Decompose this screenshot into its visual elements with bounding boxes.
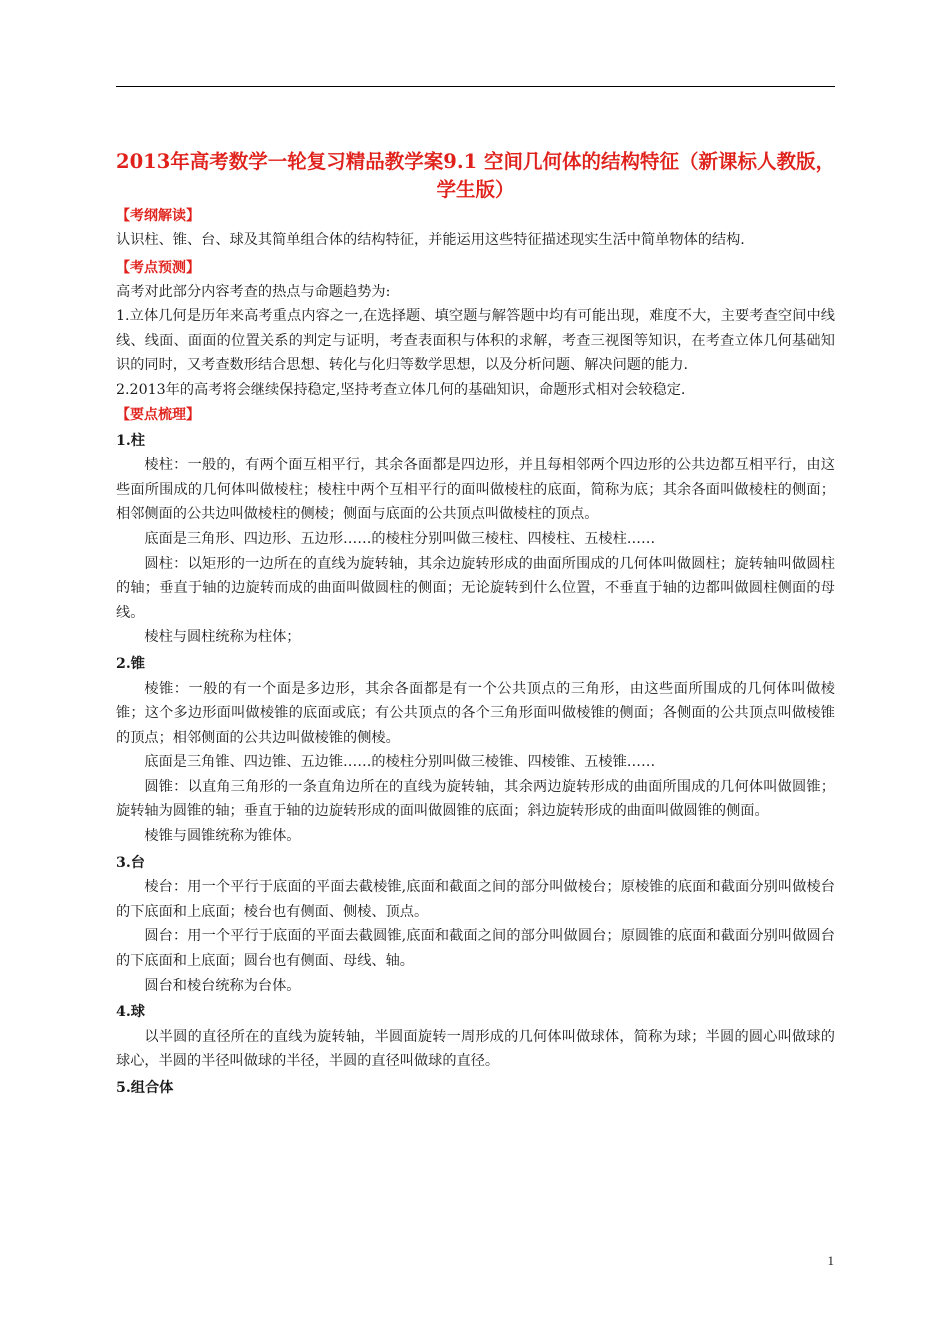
forecast-intro: 高考对此部分内容考查的热点与命题趋势为: (116, 283, 391, 300)
outline-text: 认识柱、锥、台、球及其简单组合体的结构特征，并能运用这些特征描述现实生活中简单物体的结构. (116, 232, 745, 248)
section-heading-forecast: 【考点预测】 (116, 259, 200, 276)
frustum-paragraph-1: 棱台：用一个平行于底面的平面去截棱锥,底面和截面之间的部分叫做棱台；原棱锥的底面和截面分别叫做棱台的下底面和上底面；棱台也有侧面、侧棱、顶点。 (116, 879, 835, 920)
forecast-point-1: 1.立体几何是历年来高考重点内容之一,在选择题、填空题与解答题中均有可能出现，难度不大，主要考查空间中线线、线面、面面的位置关系的判定与证明，考查表面积与体积的求解，考查三视图等知识，在考查立体几何基础知识的同时，又考查数形结合思想、转化与化归等数学思想，以及分析问题、解决问题的能力. (116, 308, 835, 374)
sphere-paragraph-1: 以半圆的直径所在的直线为旋转轴，半圆面旋转一周形成的几何体叫做球体，简称为球；半圆的圆心叫做球的球心，半圆的半径叫做球的半径，半圆的直径叫做球的直径。 (116, 1028, 835, 1070)
prism-paragraph-4: 棱柱与圆柱统称为柱体； (144, 629, 301, 646)
subheading-sphere: 4.球 (116, 1004, 145, 1021)
subheading-combination: 5.组合体 (116, 1080, 174, 1096)
subheading-prism: 1.柱 (116, 432, 145, 449)
prism-paragraph-1: 棱柱：一般的，有两个面互相平行，其余各面都是四边形，并且每相邻两个四边形的公共边都互相平行，由这些面所围成的几何体叫做棱柱；棱柱中两个互相平行的面叫做棱柱的底面，简称为底；其余各面叫做棱柱的侧面；相邻侧面的公共边叫做棱柱的侧棱；侧面与底面的公共顶点叫做棱柱的顶点。 (116, 457, 835, 523)
page-number: 1 (827, 1253, 834, 1268)
section-heading-outline: 【考纲解读】 (116, 208, 200, 224)
pyramid-paragraph-1: 棱锥：一般的有一个面是多边形，其余各面都是有一个公共顶点的三角形，由这些面所围成的几何体叫做棱锥；这个多边形面叫做棱锥的底面或底；有公共顶点的各个三角形面叫做棱锥的侧面；各侧面的公共顶点叫做棱锥的顶点；相邻侧面的公共边叫做棱锥的侧棱。 (116, 680, 835, 746)
prism-paragraph-2: 底面是三角形、四边形、五边形……的棱柱分别叫做三棱柱、四棱柱、五棱柱…… (144, 530, 656, 547)
pyramid-paragraph-2: 底面是三角锥、四边锥、五边锥……的棱柱分别叫做三棱锥、四棱锥、五棱锥…… (144, 754, 656, 771)
prism-paragraph-3: 圆柱：以矩形的一边所在的直线为旋转轴，其余边旋转形成的曲面所围成的几何体叫做圆柱；旋转轴叫做圆柱的轴；垂直于轴的边旋转而成的曲面叫做圆柱的侧面；无论旋转到什么位置，不垂直于轴的边都叫做圆柱侧面的母线。 (116, 555, 835, 621)
frustum-paragraph-2: 圆台：用一个平行于底面的平面去截圆锥,底面和截面之间的部分叫做圆台；原圆锥的底面和截面分别叫做圆台的下底面和上底面；圆台也有侧面、母线、轴。 (116, 928, 835, 970)
frustum-paragraph-3: 圆台和棱台统称为台体。 (144, 977, 301, 994)
header-rule (116, 86, 835, 87)
pyramid-paragraph-4: 棱锥与圆锥统称为锥体。 (144, 828, 301, 845)
forecast-point-2: 2.2013年的高考将会继续保持稳定,坚持考查立体几何的基础知识，命题形式相对会较稳定. (116, 381, 686, 398)
page-title: 2013年高考数学一轮复习精品教学案9.1 空间几何体的结构特征（新课标人教版，学生版） (116, 150, 835, 201)
document-body (116, 148, 835, 1101)
subheading-pyramid: 2.锥 (116, 655, 145, 672)
section-heading-summary: 【要点梳理】 (116, 406, 200, 423)
subheading-frustum: 3.台 (116, 854, 145, 871)
pyramid-paragraph-3: 圆锥：以直角三角形的一条直角边所在的直线为旋转轴，其余两边旋转形成的曲面所围成的几何体叫做圆锥；旋转轴为圆锥的轴；垂直于轴的边旋转形成的面叫做圆锥的底面；斜边旋转形成的曲面叫做圆锥的侧面。 (116, 778, 835, 820)
